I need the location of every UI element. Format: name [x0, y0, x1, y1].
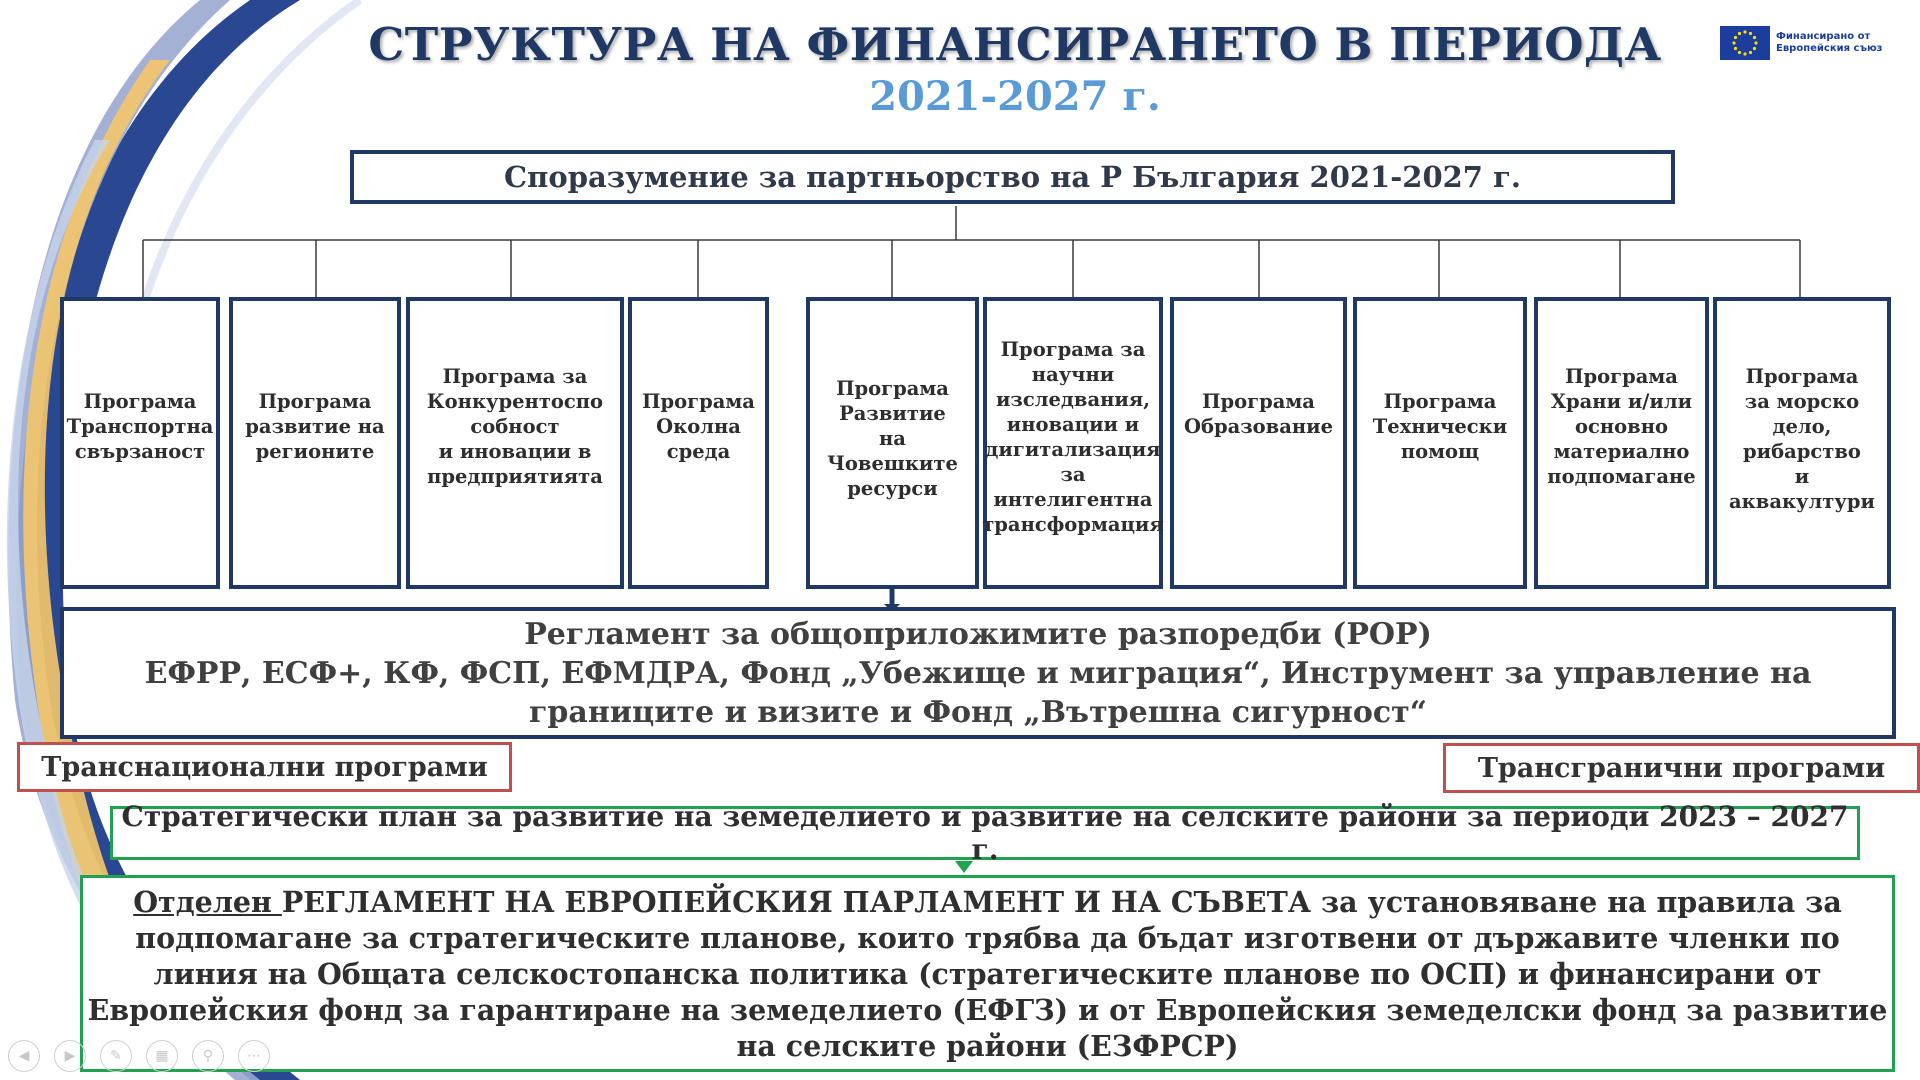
next-icon[interactable]: ▶: [54, 1040, 86, 1072]
program-label: [245, 389, 384, 464]
slides-icon[interactable]: ▦: [146, 1040, 178, 1072]
program-label-line: изследвания,: [995, 388, 1151, 411]
program-label-line: Развитие: [839, 402, 946, 425]
program-box-5: [806, 297, 979, 589]
eu-logo-text: Финансирано от Европейския съюз: [1776, 31, 1883, 54]
program-label: [1373, 389, 1507, 464]
program-label-line: свързаност: [74, 440, 206, 463]
program-label-line: и иновации в: [438, 440, 592, 463]
program-label-line: Програма за: [442, 365, 588, 388]
program-label-line: Човешките: [827, 452, 958, 475]
program-label-line: Транспортна: [66, 415, 214, 438]
partnership-agreement-box: Споразумение за партньорство на Р България 2021-2027 г.: [350, 150, 1675, 204]
eu-flag-icon: [1720, 26, 1770, 60]
program-label-line: развитие на: [245, 415, 385, 438]
program-label-line: Програма: [642, 390, 755, 413]
crossborder-programs-box: Трансгранични програми: [1443, 743, 1920, 793]
program-label-line: регионите: [255, 440, 375, 463]
program-label-line: предприятията: [427, 465, 603, 488]
program-label-line: Програма: [1383, 390, 1497, 413]
eu-logo: [1720, 25, 1890, 61]
program-label-line: помощ: [1400, 440, 1480, 463]
program-label-line: основно: [1575, 415, 1668, 438]
program-label: [427, 364, 603, 489]
program-box-7: [1170, 297, 1347, 589]
program-label-line: Програма: [836, 377, 949, 400]
program-label-line: иновации и: [1006, 413, 1140, 436]
program-label-line: трансформация: [982, 513, 1164, 536]
program-box-10: [1713, 297, 1891, 589]
program-label: [1547, 364, 1695, 489]
regulation-title: Регламент за общоприложимите разпоредби (РОР): [524, 616, 1432, 652]
program-label-line: Програма: [1565, 365, 1678, 388]
program-label-line: на: [879, 427, 906, 450]
program-box-3: [406, 297, 624, 589]
program-label-line: Храни и/или: [1550, 390, 1693, 413]
program-label-line: Програма за: [1000, 338, 1146, 361]
regulation-funds-line: ЕФРР, ЕСФ+, КФ, ФСП, ЕФМДРА, Фонд „Убежище и миграция“, Инструмент за управление на: [144, 655, 1812, 691]
separate-label: Отделен: [133, 884, 282, 919]
transnational-programs-box: Транснационални програми: [17, 742, 512, 792]
program-label: [67, 389, 214, 464]
program-label-line: интелигентна: [993, 488, 1153, 511]
program-box-9: [1534, 297, 1709, 589]
program-label-line: за: [1060, 463, 1086, 486]
page-title: СТРУКТУРА НА ФИНАНСИРАНЕТО В ПЕРИОДА: [368, 18, 1662, 71]
separate-regulation-line-5: на селските райони (ЕЗФРСР): [736, 1028, 1239, 1063]
program-label: [982, 337, 1164, 537]
program-label-line: и: [1794, 465, 1810, 488]
page-subtitle: 2021-2027 г.: [869, 73, 1161, 120]
program-label-line: Образование: [1183, 415, 1334, 438]
program-label-line: Конкурентоспо: [426, 390, 604, 413]
program-label-line: Програма: [83, 390, 197, 413]
program-label-line: дело,: [1772, 415, 1832, 438]
program-box-6: [983, 297, 1163, 589]
program-box-2: [229, 297, 401, 589]
program-label-line: научни: [1031, 363, 1115, 386]
separate-regulation-box: [80, 875, 1895, 1072]
separate-regulation-line-2: подпомагане за стратегическите планове, които трябва да бъдат изготвени от държавите членки по: [135, 920, 1840, 955]
program-label: [1184, 389, 1333, 439]
program-label-line: ресурси: [847, 477, 938, 500]
program-label-line: дигитализация: [985, 438, 1161, 461]
program-label-line: Програма: [1202, 390, 1315, 413]
program-box-1: [60, 297, 220, 589]
program-label-line: материално: [1553, 440, 1690, 463]
program-label-line: рибарство: [1743, 440, 1861, 463]
program-label-line: собност: [470, 415, 560, 438]
separate-regulation-line-1: Отделен РЕГЛАМЕНТ НА ЕВРОПЕЙСКИЯ ПАРЛАМЕНТ И НА СЪВЕТА за установяване на правила за: [133, 884, 1842, 919]
separate-regulation-line-4: Европейския фонд за гарантиране на земеделието (ЕФГЗ) и от Европейския земеделски фонд за развитие: [87, 992, 1888, 1027]
program-label-line: Технически: [1372, 415, 1508, 438]
regulation-funds-line-2: границите и визите и Фонд „Вътрешна сигурност“: [529, 694, 1427, 730]
program-label-line: аквакултури: [1729, 490, 1875, 513]
program-box-4: [628, 297, 769, 589]
regulation-box: [60, 607, 1896, 739]
program-label: [634, 389, 763, 464]
prev-icon[interactable]: ◀: [8, 1040, 40, 1072]
pen-icon[interactable]: ✎: [100, 1040, 132, 1072]
separate-regulation-line-3: линия на Общата селскостопанска политика (стратегическите планове по ОСП) и финансирани от: [153, 956, 1822, 991]
program-label-line: Програма: [258, 390, 372, 413]
strategic-plan-box: Стратегически план за развитие на земеделието и развитие на селските райони за периоди 2023 – 2027 г.: [110, 806, 1860, 860]
zoom-icon[interactable]: ⚲: [192, 1040, 224, 1072]
program-box-8: [1353, 297, 1527, 589]
program-label-line: за морско: [1744, 390, 1860, 413]
program-label: [1729, 364, 1875, 514]
program-label: [827, 376, 958, 501]
program-label-line: подпомагане: [1547, 465, 1696, 488]
program-label-line: Околна среда: [656, 415, 741, 463]
more-icon[interactable]: ⋯: [238, 1040, 270, 1072]
program-label-line: Програма: [1745, 365, 1859, 388]
